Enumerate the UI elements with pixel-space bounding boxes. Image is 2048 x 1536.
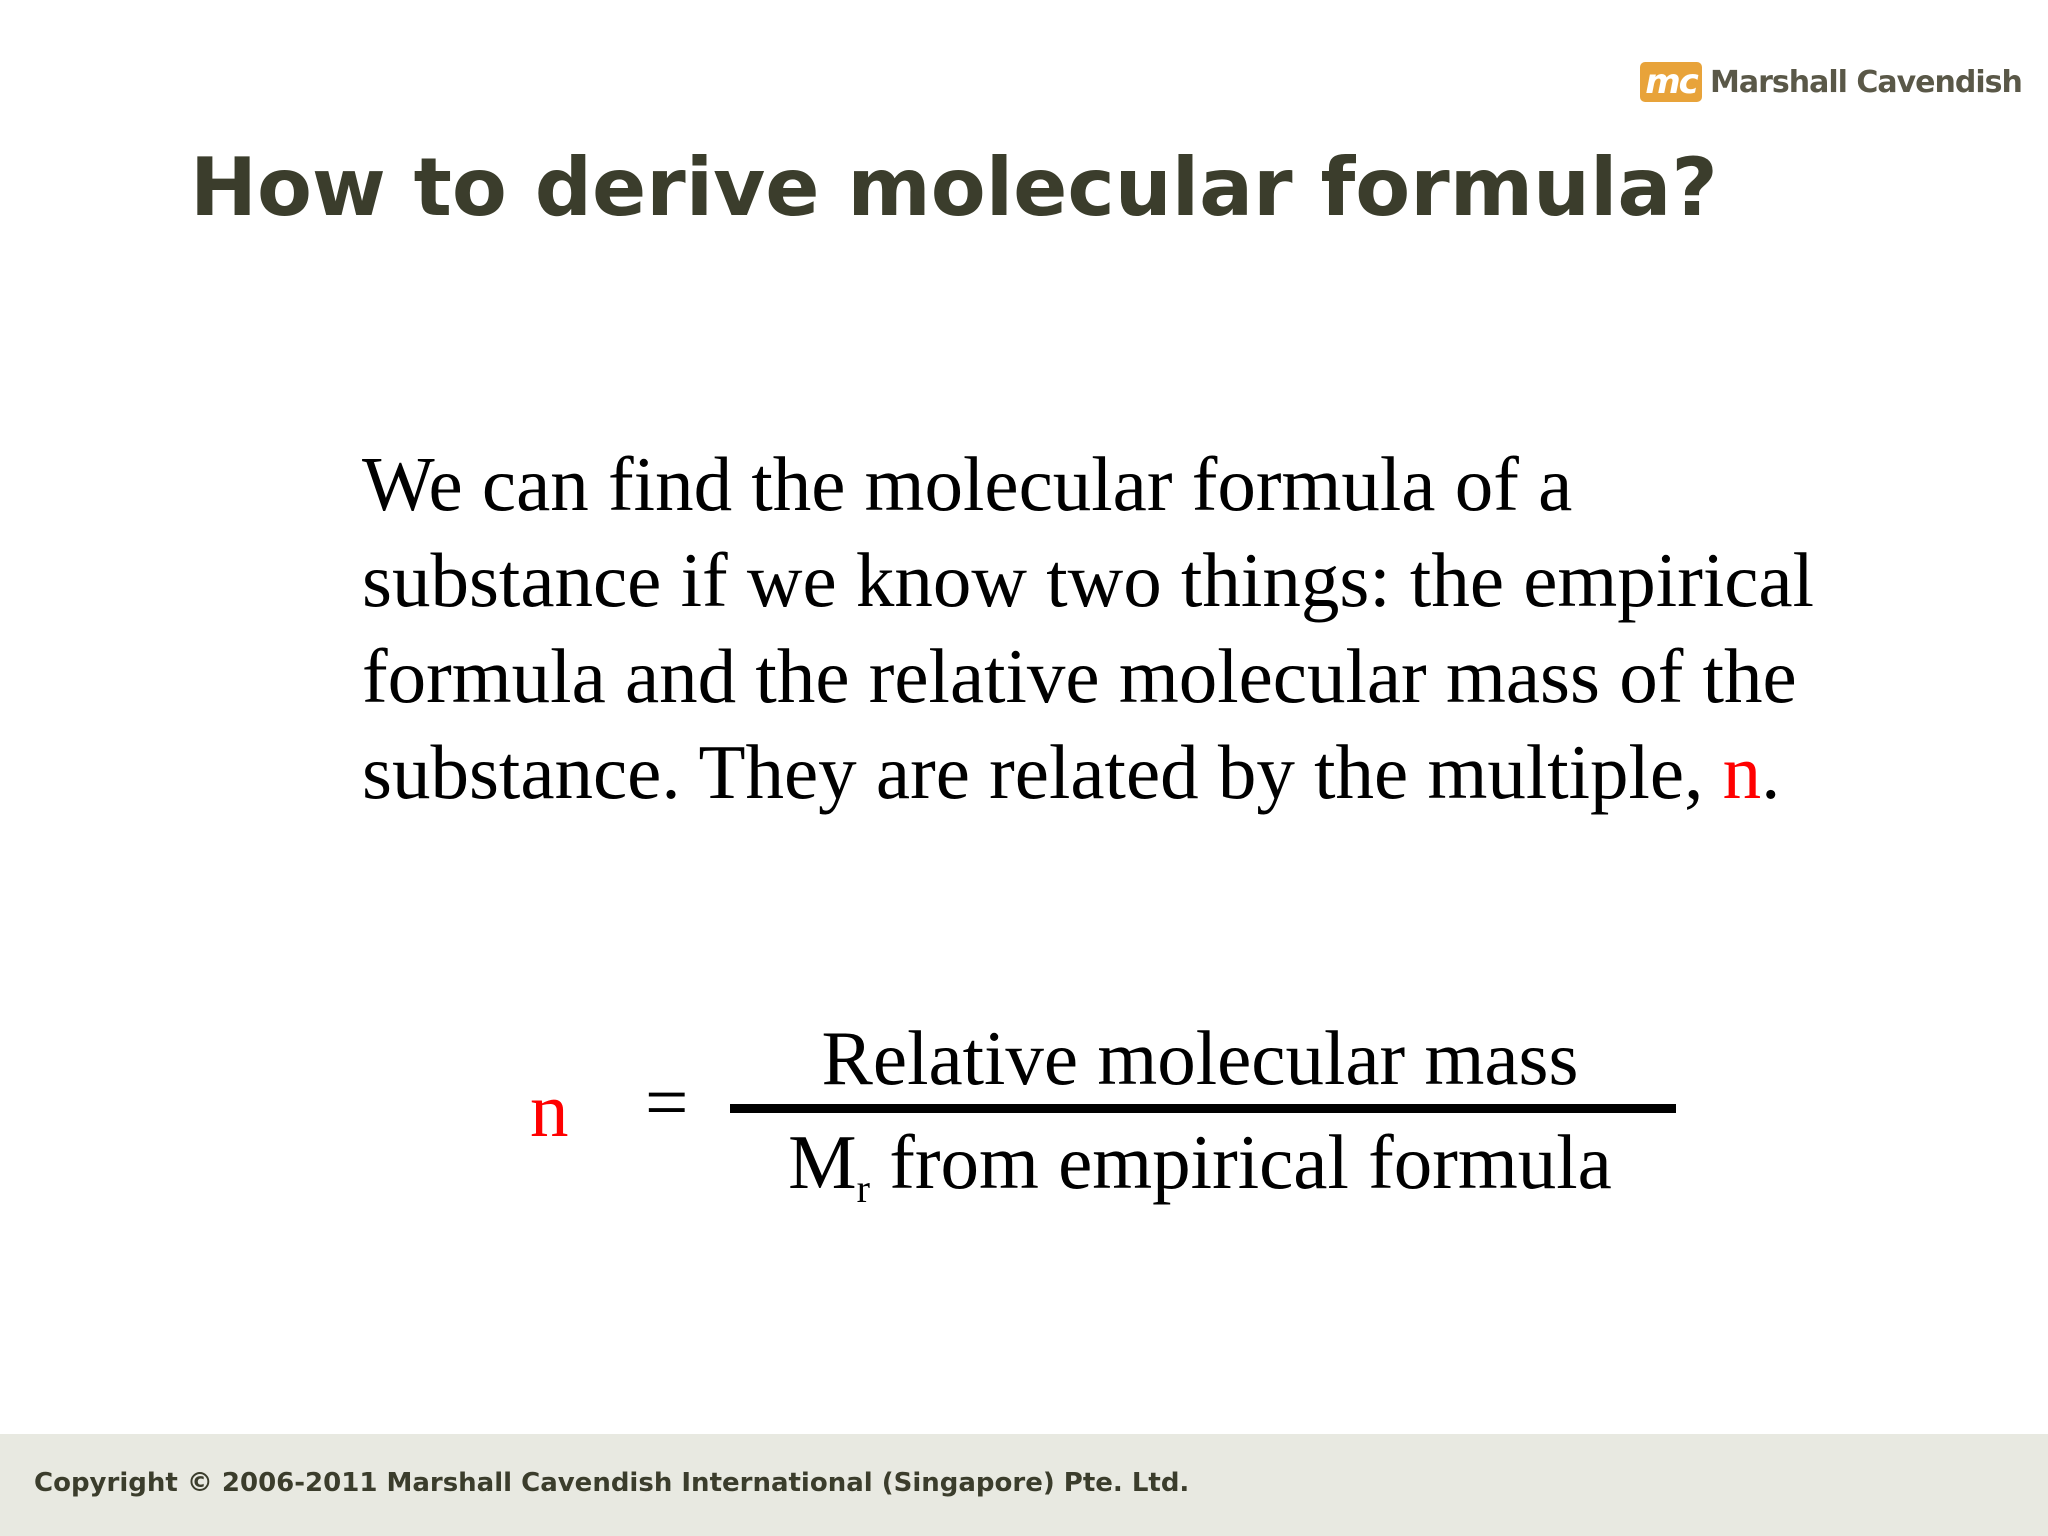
mr-subscript: r bbox=[856, 1166, 870, 1211]
body-paragraph bbox=[362, 436, 1862, 820]
denominator-text: from empirical formula bbox=[869, 1119, 1612, 1205]
equals-sign: = bbox=[645, 1059, 689, 1145]
slide-title: How to derive molecular formula? bbox=[190, 141, 1718, 234]
mr-symbol: M bbox=[788, 1119, 857, 1205]
paragraph-text: We can find the molecular formula of a substance if we know two things: the empirical formula and the relative molecular mass of the substance. They are related by the multiple, bbox=[362, 441, 1814, 815]
publisher-logo bbox=[1640, 60, 2022, 104]
logo-mark: mc bbox=[1640, 62, 1702, 102]
paragraph-end: . bbox=[1761, 729, 1781, 815]
logo-wordmark: Marshall Cavendish bbox=[1710, 64, 2022, 100]
copyright-notice: Copyright © 2006-2011 Marshall Cavendish International (Singapore) Pte. Ltd. bbox=[34, 1468, 1190, 1498]
fraction-numerator: Relative molecular mass bbox=[821, 1015, 1579, 1101]
variable-n: n bbox=[1722, 729, 1762, 815]
equation-lhs: n bbox=[530, 1067, 569, 1153]
fraction-denominator bbox=[730, 1112, 1670, 1212]
footer-bar bbox=[0, 1434, 2048, 1536]
